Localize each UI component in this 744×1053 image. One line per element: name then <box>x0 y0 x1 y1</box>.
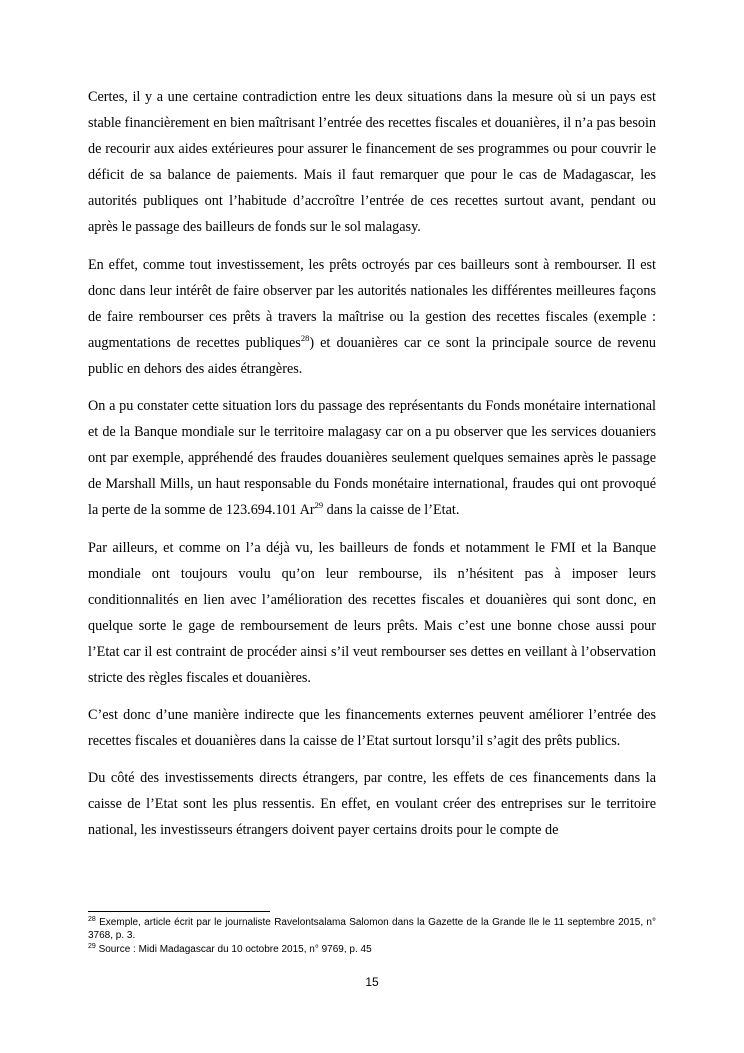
paragraph-1: Certes, il y a une certaine contradiction entre les deux situations dans la mesure où si un pays est stable financièrement en bien maîtrisant l’entrée des recettes fiscales et douanières, il n’a pas besoin de recourir aux aides extérieures pour assurer le financement de ses programmes ou pour couvrir le déficit de sa balance de paiements. Mais il faut remarquer que pour le cas de Madagascar, les autorités publiques ont l’habitude d’accroître l’entrée de ces recettes surtout avant, pendant ou après le passage des bailleurs de fonds sur le sol malagasy. <box>88 89 656 236</box>
paragraph-3-text-b: dans la caisse de l’Etat. <box>323 502 460 519</box>
footnote-separator <box>88 911 270 912</box>
paragraph-5: C’est donc d’une manière indirecte que les financements externes peuvent améliorer l’entrée des recettes fiscales et douanières dans la caisse de l’Etat surtout lorsqu’il s’agit des prêts publics. <box>88 707 656 750</box>
paragraph-2-text-b: ) et douanières car ce sont la principale source de revenu public en dehors des aides étrangères. <box>88 334 657 377</box>
footnote-ref-28[interactable]: 28 <box>300 332 310 343</box>
footnote-text: Source : Midi Madagascar du 10 octobre 2015, n° 9769, p. 45 <box>95 943 372 955</box>
paragraph-6: Du côté des investissements directs étrangers, par contre, les effets de ces financements dans la caisse de l’Etat sont les plus ressentis. En effet, en voulant créer des entreprises sur le territoire national, les investisseurs étrangers doivent payer certains droits pour le compte de <box>88 770 656 839</box>
footnote-number: 28 <box>88 916 96 923</box>
footnote-number: 29 <box>88 942 96 950</box>
paragraph-3 <box>88 393 656 523</box>
paragraph-2-text-a: En effet, comme tout investissement, les prêts octroyés par ces bailleurs sont à rembourser. Il est donc dans leur intérêt de faire observer par les autorités nationales les différentes meilleures façons de faire rembourser ces prêts à travers la maîtrise ou la gestion des recettes fiscales (exemple : augmentations de recettes publiques <box>88 256 656 351</box>
footnotes <box>88 916 656 956</box>
footnote-29 <box>88 943 656 956</box>
paragraph-4: Par ailleurs, et comme on l’a déjà vu, les bailleurs de fonds et notamment le FMI et la Banque mondiale ont toujours voulu qu’on leur rembourse, ils n’hésitent pas à imposer leurs conditionnalités en lien avec l’amélioration des recettes fiscales et douanières qui sont donc, en quelque sorte le gage de remboursement de leurs prêts. Mais c’est une bonne chose aussi pour l’Etat car il est contraint de procéder ainsi s’il veut rembourser ses dettes en veillant à l’observation stricte des règles fiscales et douanières. <box>88 539 656 686</box>
footnote-text: Exemple, article écrit par le journaliste Ravelontsalama Salomon dans la Gazette de la Grande Ile le 11 septembre 2015, n° 3768, p. 3. <box>88 917 656 942</box>
body-text <box>88 84 656 855</box>
paragraph-2 <box>88 252 656 382</box>
paragraph-3-text-a: On a pu constater cette situation lors du passage des représentants du Fonds monétaire international et de la Banque mondiale sur le territoire malagasy car on a pu observer que les services douaniers ont par exemple, appréhendé des fraudes douanières seulement quelques semaines après le passage de Marshall Mills, un haut responsable du Fonds monétaire international, fraudes qui ont provoqué la perte de la somme de 123.694.101 Ar <box>88 398 656 519</box>
footnote-ref-29[interactable]: 29 <box>314 500 324 511</box>
footnote-28 <box>88 916 656 943</box>
page-number: 15 <box>365 975 379 989</box>
